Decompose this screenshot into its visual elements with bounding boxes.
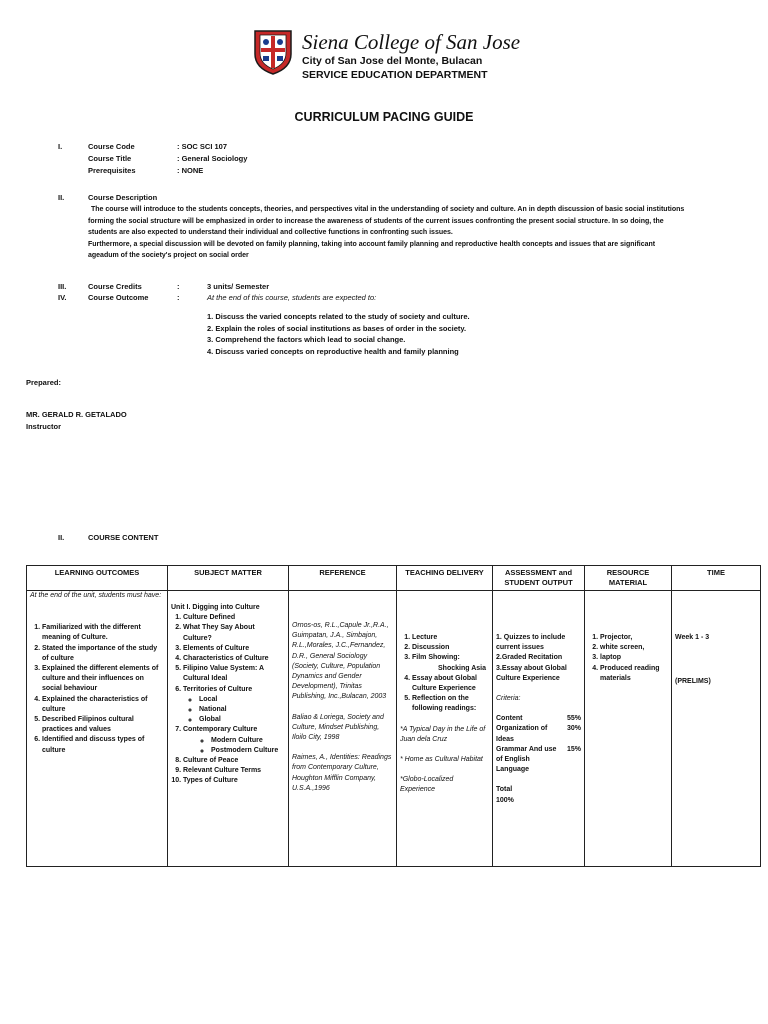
course-outcome-intro: At the end of this course, students are expected to: <box>207 293 377 302</box>
reading-item: *A Typical Day in the Life of Juan dela Cruz <box>400 725 486 743</box>
instructor-role: Instructor <box>26 422 62 431</box>
list-item: 10. Types of Culture <box>183 776 285 786</box>
outcome-item: 3. Comprehend the factors which lead to social change. <box>207 335 406 344</box>
list-item: 2. Stated the importance of the study of culture <box>42 644 164 664</box>
course-content-label: COURSE CONTENT <box>88 533 159 542</box>
description-line: ageadum of the society's project on social order <box>88 252 249 259</box>
outcome-item: 2. Explain the roles of social institutions as bases of order in the society. <box>207 323 467 333</box>
list-item: 5. Filipino Value System: A Cultural Ideal <box>183 664 285 684</box>
header-time: TIME <box>672 566 761 591</box>
territories-list <box>183 695 285 726</box>
time-term: (PRELIMS) <box>675 678 711 686</box>
list-item: ◦ Postmodern Culture <box>211 746 285 756</box>
description-line: forming the social structure will be emphasized in order to increase the awareness of students of the current issues confronting the present social structure. In so doing, the <box>88 217 664 225</box>
course-credits-value: 3 units/ Semester <box>207 282 270 291</box>
assessment-item: 1. Quizzes to include current issues <box>496 634 566 652</box>
film-title: Shocking Asia <box>438 664 486 672</box>
criteria-percent: 15% <box>566 745 581 753</box>
learning-outcomes-cell <box>27 591 168 867</box>
department-name: SERVICE EDUCATION DEPARTMENT <box>302 69 488 81</box>
prerequisites-label: Prerequisites <box>88 166 136 175</box>
list-item: 4. Explained the characteristics of culture <box>42 695 164 715</box>
list-item: ◦ Local <box>199 695 285 705</box>
course-credits-colon: : <box>177 282 180 291</box>
course-description <box>88 204 768 262</box>
header-learning-outcomes: LEARNING OUTCOMES <box>27 566 168 591</box>
table-header-row <box>27 566 761 591</box>
list-item: 3. Explained the different elements of culture and their influences on social behaviour <box>42 664 164 695</box>
outcome-item: 1. Discuss the varied concepts related to the study of society and culture. <box>207 312 470 321</box>
section-numeral: IV. <box>58 293 67 302</box>
header-reference: REFERENCE <box>289 566 397 591</box>
description-line: students are also expected to understand their individual and collective functions in confronting such issues. <box>88 229 453 236</box>
list-item: 9. Relevant Culture Terms <box>183 766 285 776</box>
list-item: 6. Identified and discuss types of culture <box>42 735 164 755</box>
list-item-label: Film Showing: <box>412 654 460 662</box>
resource-material-cell <box>585 591 672 867</box>
header-subject-matter: SUBJECT MATTER <box>168 566 289 591</box>
time-cell <box>672 591 761 867</box>
list-item: 2. white screen, <box>600 643 668 653</box>
criteria-row <box>496 714 581 724</box>
criteria-label: Criteria: <box>496 695 521 703</box>
criteria-percent: 55% <box>566 715 581 723</box>
assessment-item: 3.Essay about Global Culture Experience <box>496 664 567 682</box>
learning-outcomes-list <box>30 623 164 756</box>
teaching-list <box>400 633 489 715</box>
header-resource-line: RESOURCE <box>606 568 650 577</box>
reference-entry: Raimes, A., Identities: Readings from Contemporary Culture, Houghton Mifflin Company, U.S.A.,1996 <box>292 754 392 792</box>
unit-title: Unit I. Digging into Culture <box>171 604 260 611</box>
assessment-cell <box>493 591 585 867</box>
assessment-item: 2.Graded Recitation <box>496 654 563 662</box>
list-item-label: Territories of Culture <box>183 685 253 693</box>
course-code-label: Course Code <box>88 142 135 151</box>
subject-list <box>171 613 285 786</box>
header-assessment-line: ASSESSMENT and <box>504 568 573 577</box>
prepared-label: Prepared: <box>26 378 62 387</box>
college-name: Siena College of San Jose <box>302 30 521 54</box>
list-item: 3. laptop <box>600 653 668 663</box>
criteria-row <box>496 724 581 744</box>
list-item: ◦ Global <box>199 715 285 725</box>
description-line: Furthermore, a special discussion will be devoted on family planning, taking into account family planning and reproductive health concepts and issues that are significant <box>88 240 656 248</box>
list-item: 4. Essay about Global Culture Experience <box>412 674 489 694</box>
criteria-row <box>496 745 581 776</box>
header-teaching-delivery: TEACHING DELIVERY <box>397 566 493 591</box>
header-assessment <box>493 566 585 591</box>
reference-cell <box>289 591 397 867</box>
time-weeks: Week 1 - 3 <box>675 634 710 641</box>
header-resource-line: MATERIAL <box>608 578 648 587</box>
section-numeral: III. <box>58 282 67 291</box>
document-title: CURRICULUM PACING GUIDE <box>294 110 474 124</box>
outcome-item: 4. Discuss varied concepts on reproductive health and family planning <box>207 346 459 356</box>
list-item <box>183 685 285 726</box>
reference-entry: Ornos-os, R.L.,Capule Jr.,R.A., Guimpatan, J.A., Simbajon, R.L.,Morales, J.C.,Fernandez, D.R., General Sociology (Society, Culture, Population Dynamics and Gender Development), Trinitas Publishing, Inc.,Bulacan, 2003 <box>292 622 389 701</box>
header-resource-material <box>585 566 672 591</box>
list-item: 1. Lecture <box>412 633 489 643</box>
resource-list <box>588 633 668 684</box>
teaching-delivery-cell <box>397 591 493 867</box>
list-item <box>412 653 489 673</box>
list-item: ◦ Modern Culture <box>211 736 285 746</box>
table-row <box>27 591 761 867</box>
criteria-name: Organization of Ideas <box>496 725 548 743</box>
section-numeral: I. <box>58 142 63 151</box>
learning-intro: At the end of the unit, students must have: <box>30 592 162 599</box>
list-item: 4. Produced reading materials <box>600 664 668 684</box>
criteria-name: Content <box>496 715 523 723</box>
course-content-table <box>26 565 761 867</box>
list-item: 1. Culture Defined <box>183 613 285 623</box>
instructor-name: MR. GERALD R. GETALADO <box>26 410 127 419</box>
reading-item: *Globo-Localized Experience <box>400 776 454 794</box>
course-title-value: : General Sociology <box>177 154 248 163</box>
list-item: 4. Characteristics of Culture <box>183 654 285 664</box>
course-code-value: : SOC SCI 107 <box>177 142 228 151</box>
reference-entry: Baliao & Loriega, Society and Culture, Mindset Publishing, Iloilo City, 1998 <box>292 713 384 742</box>
criteria-name: Grammar And use of English Language <box>496 745 557 774</box>
total-label: Total <box>496 786 513 794</box>
list-item: 5. Described Filipinos cultural practices and values <box>42 715 164 735</box>
prerequisites-value: : NONE <box>177 166 204 175</box>
list-item <box>183 725 285 756</box>
course-description-label: Course Description <box>88 193 158 202</box>
reading-item: * Home as Cultural Habitat <box>400 756 483 764</box>
list-item: 2. What They Say About Culture? <box>183 623 285 643</box>
list-item: 5. Reflection on the following readings: <box>412 694 489 714</box>
college-seal-logo <box>252 28 294 76</box>
header-assessment-line: STUDENT OUTPUT <box>504 578 573 587</box>
course-outcome-colon: : <box>177 293 180 302</box>
criteria-percent: 30% <box>566 725 581 733</box>
list-item: ◦ National <box>199 705 285 715</box>
list-item: 1. Familiarized with the different meaning of Culture. <box>42 623 164 643</box>
course-outcome-list <box>207 311 470 357</box>
list-item: 1. Projector, <box>600 633 668 643</box>
course-title-label: Course Title <box>88 154 132 163</box>
contemporary-list <box>183 736 285 756</box>
list-item: 3. Elements of Culture <box>183 644 285 654</box>
list-item: 2. Discussion <box>412 643 489 653</box>
list-item: 8. Culture of Peace <box>183 756 285 766</box>
course-credits-label: Course Credits <box>88 282 142 291</box>
section-numeral: II. <box>58 533 65 542</box>
description-line: The course will introduce to the students concepts, theories, and perspectives vital in the understanding of society and culture. An in depth discussion of basic social institutions <box>91 206 685 213</box>
course-outcome-label: Course Outcome <box>88 293 149 302</box>
total-value: 100% <box>496 796 514 804</box>
subject-matter-cell <box>168 591 289 867</box>
college-city: City of San Jose del Monte, Bulacan <box>302 55 483 67</box>
section-numeral: II. <box>58 193 65 202</box>
list-item-label: Contemporary Culture <box>183 726 258 734</box>
